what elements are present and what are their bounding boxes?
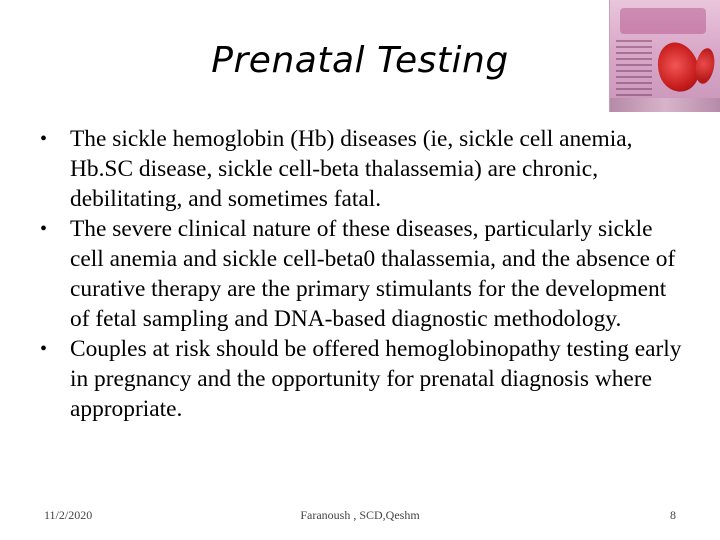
footer-date: 11/2/2020 — [44, 508, 93, 522]
footer-author: Faranoush , SCD,Qeshm — [300, 508, 420, 522]
poster-header-band — [620, 8, 706, 34]
bullet-item — [40, 334, 690, 424]
poster-footer-strip — [610, 98, 720, 112]
slide-title: Prenatal Testing — [211, 40, 509, 81]
bullet-dot-icon: • — [40, 338, 48, 360]
bullet-dot-icon: • — [40, 218, 48, 240]
bullet-text: The severe clinical nature of these diseases, particularly sickle cell anemia and sickle cell-beta0 thalassemia, and the absence of curative therapy are the primary stimulants for the development of fetal sampling and DNA-based diagnostic methodology. — [70, 216, 676, 332]
footer-page-number: 8 — [670, 508, 676, 522]
conference-poster-image — [609, 0, 720, 112]
bullet-item — [40, 124, 690, 214]
red-blood-cell-graphic-small — [693, 47, 717, 86]
bullet-dot-icon: • — [40, 128, 48, 150]
poster-text-block — [616, 40, 652, 100]
bullet-text: The sickle hemoglobin (Hb) diseases (ie, sickle cell anemia, Hb.SC disease, sickle cell-beta thalassemia) are chronic, debilitating, and sometimes fatal. — [70, 126, 633, 212]
bullet-list — [40, 124, 690, 424]
bullet-text: Couples at risk should be offered hemoglobinopathy testing early in pregnancy and the opportunity for prenatal diagnosis where appropriate. — [70, 336, 682, 422]
bullet-item — [40, 214, 690, 334]
